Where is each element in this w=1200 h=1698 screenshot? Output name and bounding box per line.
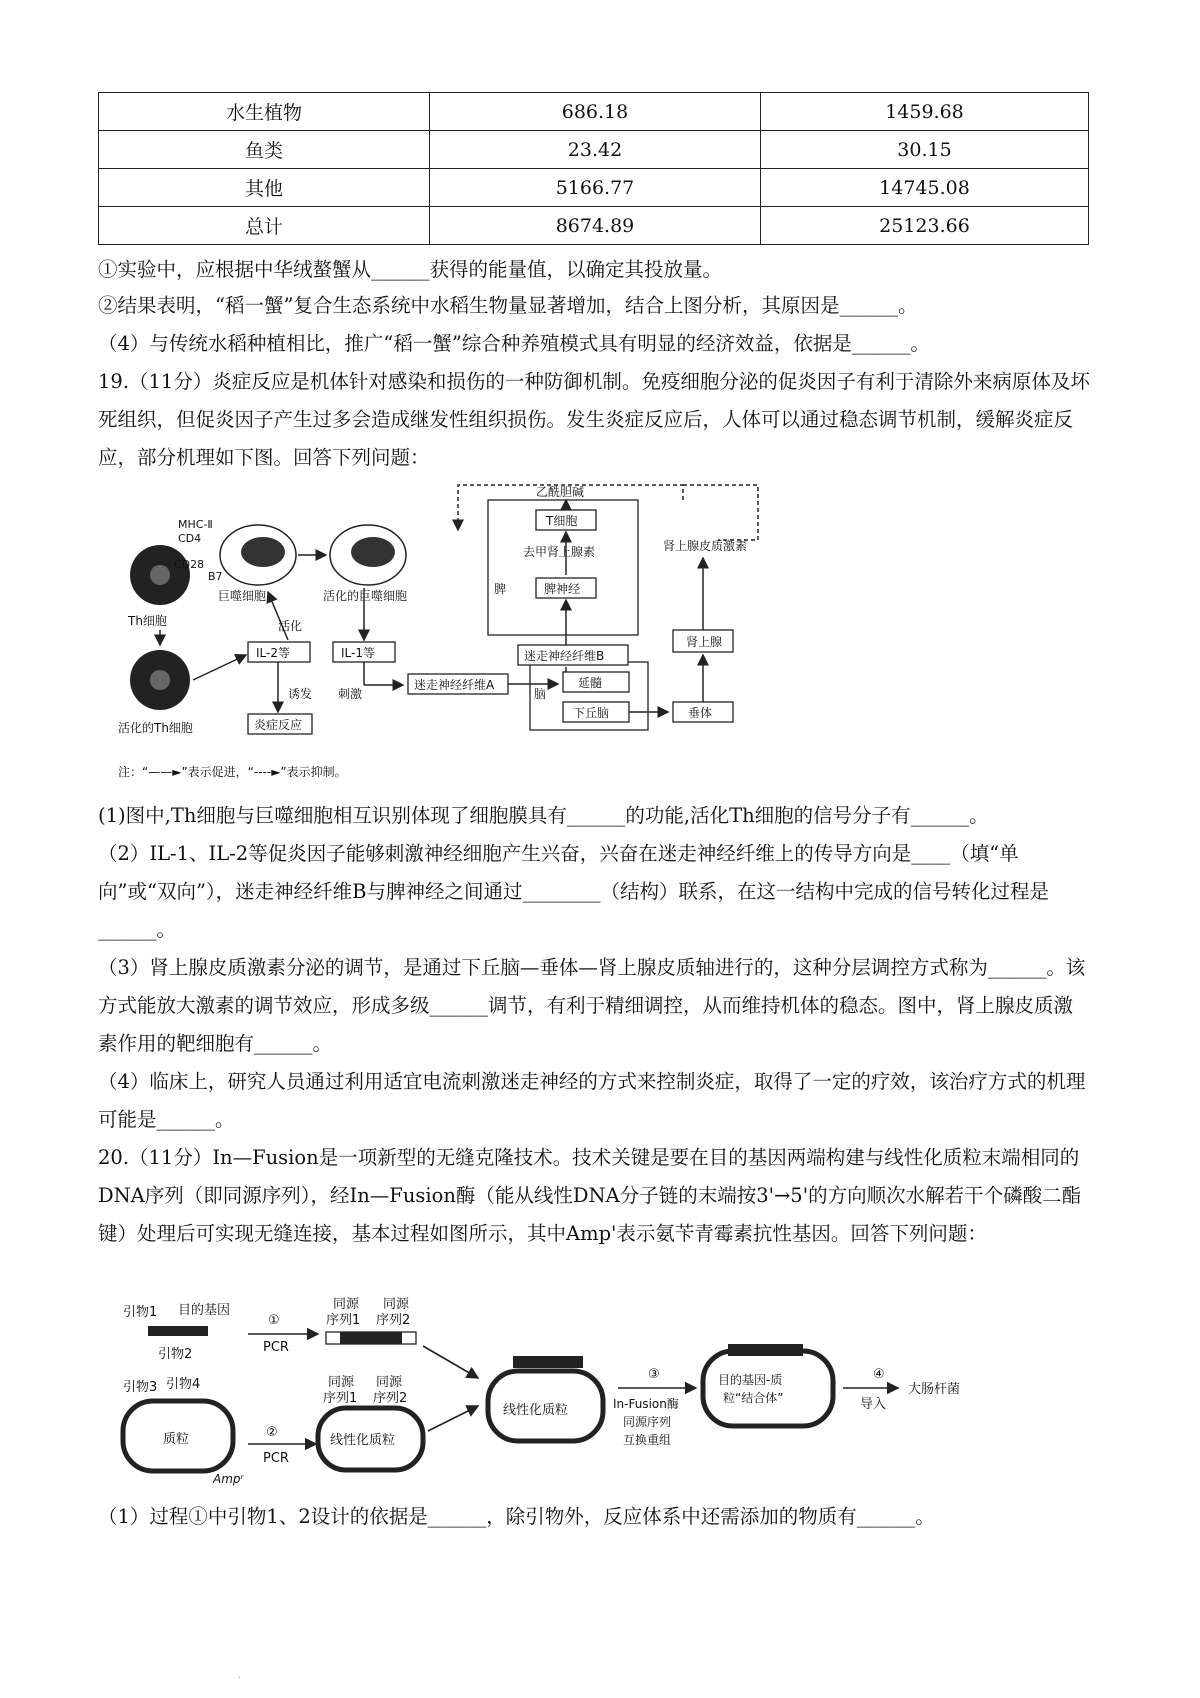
pcr-label-2: PCR	[263, 1451, 289, 1466]
table-row: 水生植物 686.18 1459.68	[99, 93, 1089, 131]
macrophage-label: 巨噬细胞	[218, 589, 267, 603]
step1-label: ①	[268, 1313, 280, 1328]
primer4-label: 引物4	[166, 1377, 201, 1392]
diagram-note: 注：“——►”表示促进，“----►”表示抑制。	[118, 765, 347, 779]
b7-label: B7	[208, 570, 223, 583]
recombine-label: 互换重组	[623, 1433, 672, 1447]
activated-macrophage-label: 活化的巨噬细胞	[323, 589, 408, 603]
import-label: 导入	[860, 1397, 887, 1412]
q19-intro: 19.（11分）炎症反应是机体针对感染和损伤的一种防御机制。免疫细胞分泌的促炎因子有利于清除外来病原体及坏死组织，但促炎因子产生过多会造成继发性组织损伤。发生炎症反应后，人体可以通过稳态调节机制，缓解炎症反应，部分机理如下图。回答下列问题：	[98, 370, 1090, 469]
homo2-label-2: 同源	[376, 1375, 403, 1390]
mhc-label: MHC-Ⅱ	[178, 518, 213, 531]
q19-part-1: (1)图中,Th细胞与巨噬细胞相互识别体现了细胞膜具有______的功能,活化Th细胞的信号分子有______。	[98, 804, 989, 827]
q20-part-1: （1）过程①中引物1、2设计的依据是______，除引物外，反应体系中还需添加的物质有______。	[98, 1505, 935, 1528]
primer2-label: 引物2	[158, 1347, 193, 1362]
homo1b-label-2: 序列1	[323, 1391, 358, 1406]
complex-label-1: 目的基因-质	[718, 1373, 783, 1387]
norepinephrine-label: 去甲肾上腺素	[523, 545, 596, 559]
target-gene-label: 目的基因	[178, 1303, 231, 1318]
q18-line-3: （4）与传统水稻种植相比，推广“稻一蟹”综合种养殖模式具有明显的经济效益，依据是______。	[98, 332, 930, 355]
primer3-label: 引物3	[123, 1380, 158, 1395]
table-row: 其他 5166.77 14745.08	[99, 169, 1089, 207]
spleen-nerve-label: 脾神经	[544, 582, 581, 596]
inflammation-label: 炎症反应	[254, 718, 303, 732]
complex-plasmid-icon	[703, 1351, 833, 1426]
homo2-label: 同源	[383, 1297, 410, 1312]
q19-part-2: （2）IL-1、IL-2等促炎因子能够刺激神经细胞产生兴奋，兴奋在迷走神经纤维上的传导方向是____（填“单向”或“双向”），迷走神经纤维B与脾神经之间通过________（结构）联系，在这一结构中完成的信号转化过程是______。	[98, 842, 1049, 941]
step3-label: ③	[648, 1367, 660, 1382]
table-row: 鱼类 23.42 30.15	[99, 131, 1089, 169]
q20-intro: 20.（11分）In—Fusion是一项新型的无缝克隆技术。技术关键是要在目的基因两端构建与线性化质粒末端相同的DNA序列（即同源序列），经In—Fusion酶（能从线性DNA分子链的末端按3'→5'的方向顺次水解若干个磷酸二酯键）处理后可实现无缝连接，基本过程如图所示，其中Amp'表示氨苄青霉素抗性基因。回答下列问题：	[98, 1146, 1082, 1245]
linear-plasmid-label-2: 线性化质粒	[503, 1403, 569, 1418]
induce-label: 诱发	[288, 687, 313, 701]
th-cell-label: Th细胞	[128, 614, 167, 628]
homo1-label: 同源	[333, 1297, 360, 1312]
q18-line-2: ②结果表明，“稻一蟹”复合生态系统中水稻生物量显著增加，结合上图分析，其原因是______。	[98, 294, 918, 317]
energy-table	[98, 92, 1089, 245]
linear-plasmid-label: 线性化质粒	[330, 1433, 396, 1448]
q19-part-4: （4）临床上，研究人员通过利用适宜电流刺激迷走神经的方式来控制炎症，取得了一定的疗效，该治疗方式的机理可能是______。	[98, 1070, 1086, 1131]
step2-label: ②	[266, 1425, 278, 1440]
infusion-diagram	[118, 1296, 1018, 1486]
cortisol-label: 肾上腺皮质激素	[663, 539, 748, 553]
homo2b-label: 序列2	[376, 1313, 411, 1328]
primer1-label: 引物1	[123, 1305, 158, 1320]
q18-line-1: ①实验中，应根据中华绒螯蟹从______获得的能量值，以确定其投放量。	[98, 258, 723, 281]
pituitary-label: 垂体	[688, 706, 713, 720]
inflammation-diagram	[118, 480, 838, 790]
stimulate-label: 刺激	[338, 687, 363, 701]
brainstem-label: 延髓	[578, 676, 603, 690]
il2-label: IL-2等	[256, 646, 290, 660]
t-cell-label: T细胞	[546, 514, 578, 528]
ampr-label: Ampʳ	[213, 1472, 244, 1486]
il1-label: IL-1等	[341, 646, 375, 660]
hypothalamus-label: 下丘脑	[573, 706, 610, 720]
spleen-label: 脾	[494, 582, 507, 596]
cd28-label: CD28	[174, 558, 205, 571]
table-row: 总计 8674.89 25123.66	[99, 207, 1089, 245]
adrenal-label: 肾上腺	[686, 635, 723, 649]
activated-th-label: 活化的Th细胞	[118, 721, 193, 735]
pcr-label-1: PCR	[263, 1340, 289, 1355]
infusion-label: In-Fusion酶	[613, 1397, 679, 1411]
brain-label: 脑	[534, 687, 547, 701]
vagus-b-label: 迷走神经纤维B	[524, 649, 605, 663]
homo-swap-label: 同源序列	[623, 1415, 672, 1429]
footer-mark: .	[238, 1670, 242, 1681]
vagus-a-label: 迷走神经纤维A	[414, 678, 495, 692]
acetylcholine-label: 乙酰胆碱	[536, 485, 585, 499]
cd4-label: CD4	[178, 532, 202, 545]
activate-label: 活化	[278, 619, 303, 633]
plasmid-label: 质粒	[163, 1432, 190, 1447]
ecoli-label: 大肠杆菌	[908, 1382, 961, 1397]
complex-label-2: 粒“结合体”	[723, 1391, 784, 1405]
homo1b-label: 序列1	[326, 1313, 361, 1328]
step4-label: ④	[873, 1367, 885, 1382]
q19-part-3: （3）肾上腺皮质激素分泌的调节，是通过下丘脑—垂体—肾上腺皮质轴进行的，这种分层调控方式称为______。该方式能放大激素的调节效应，形成多级______调节，有利于精细调控，从而维持机体的稳态。图中，肾上腺皮质激素作用的靶细胞有______。	[98, 956, 1086, 1055]
homo2b-label-2: 序列2	[373, 1391, 408, 1406]
homo1-label-2: 同源	[328, 1375, 355, 1390]
